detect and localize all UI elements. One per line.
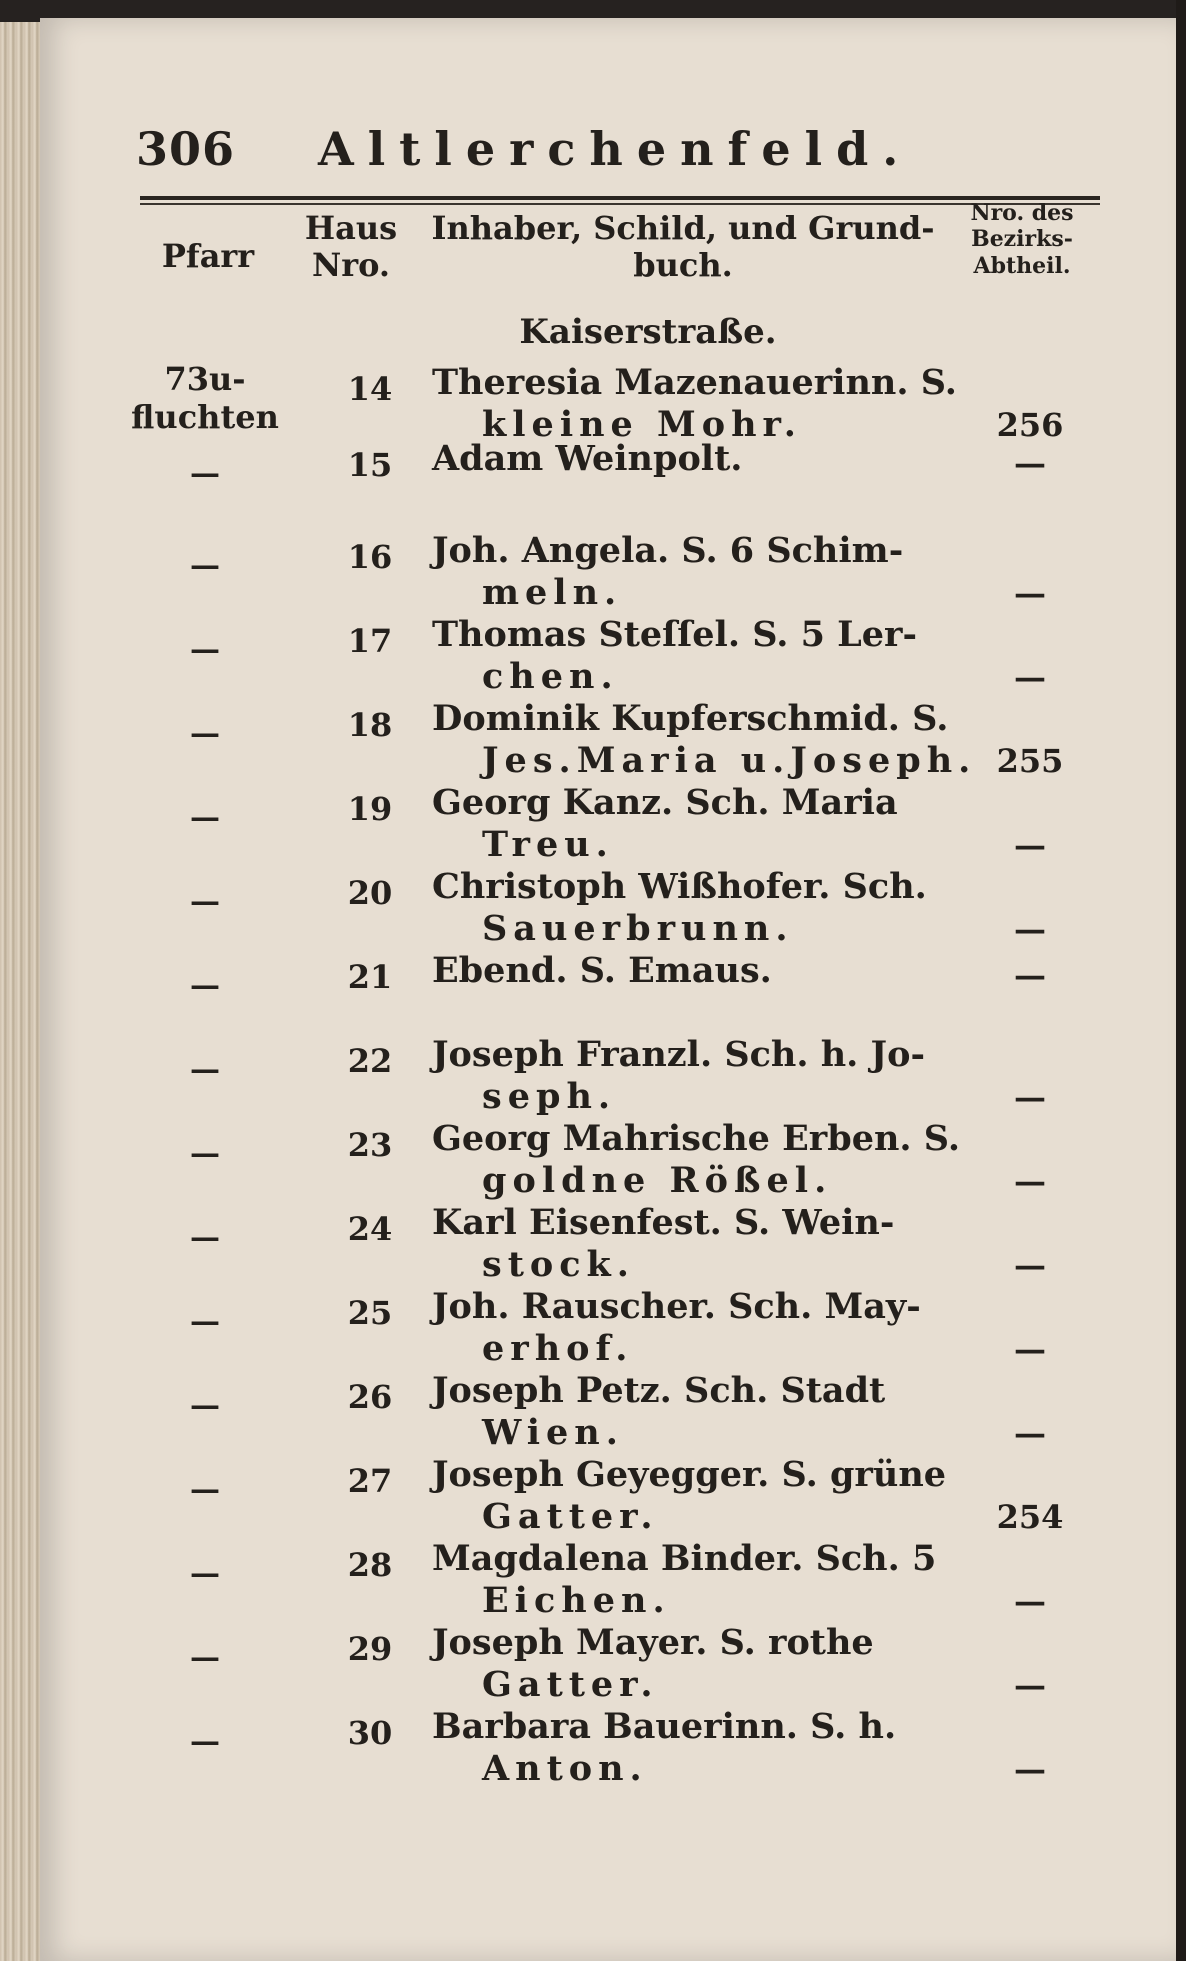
- haus-number: 20: [347, 874, 393, 912]
- schild-text: goldne Rößel.: [482, 1160, 833, 1201]
- pfarr-cell: —: [190, 548, 220, 583]
- bezirk-abtheilung: —: [1014, 1666, 1046, 1704]
- inhaber-text: Joseph Petz. Sch. Stadt: [432, 1370, 886, 1411]
- bezirk-abtheilung: 256: [996, 406, 1064, 444]
- pfarr-cell: —: [190, 1052, 220, 1087]
- haus-number: 25: [347, 1294, 393, 1332]
- haus-number: 24: [347, 1210, 393, 1248]
- pfarr-cell: —: [190, 800, 220, 835]
- haus-number: 28: [347, 1546, 393, 1584]
- schild-text: Treu.: [482, 824, 614, 865]
- inhaber-text: Thomas Steſſel. S. 5 Ler-: [432, 614, 917, 655]
- page-title: Altlerchenfeld.: [318, 122, 913, 176]
- haus-number: 29: [347, 1630, 393, 1668]
- list-item: [0, 1284, 1186, 1368]
- schild-text: Wien.: [482, 1412, 624, 1453]
- bezirk-abtheilung: 254: [996, 1498, 1064, 1536]
- pfarr-cell: —: [190, 1388, 220, 1423]
- pfarr-cell: —: [190, 456, 220, 491]
- list-item: [0, 612, 1186, 696]
- schild-text: seph.: [482, 1076, 617, 1117]
- haus-number: 15: [347, 446, 393, 484]
- column-header-pfarr: Pfarr: [161, 237, 255, 275]
- bezirk-abtheilung: —: [1014, 910, 1046, 948]
- pfarr-cell: —: [190, 716, 220, 751]
- schild-text: erhof.: [482, 1328, 634, 1369]
- inhaber-text: Adam Weinpolt.: [432, 438, 743, 479]
- schild-text: kleine Mohr.: [482, 404, 802, 445]
- list-item: [0, 864, 1186, 948]
- inhaber-text: Georg Mahrische Erben. S.: [432, 1118, 961, 1159]
- pfarr-cell: —: [190, 884, 220, 919]
- bezirk-abtheilung: —: [1014, 1582, 1046, 1620]
- inhaber-text: Georg Kanz. Sch. Maria: [432, 782, 898, 823]
- schild-text: stock.: [482, 1244, 635, 1285]
- bezirk-abtheilung: —: [1014, 1246, 1046, 1284]
- list-item: [0, 696, 1186, 780]
- list-item: [0, 528, 1186, 612]
- haus-number: 19: [347, 790, 393, 828]
- bezirk-abtheilung: —: [1014, 826, 1046, 864]
- list-item: [0, 436, 1186, 520]
- bezirk-abtheilung: —: [1014, 1414, 1046, 1452]
- bezirk-abtheilung: —: [1014, 574, 1046, 612]
- column-header-bezirk: Nro. des Bezirks- Abtheil.: [970, 200, 1074, 279]
- pfarr-cell: —: [190, 1472, 220, 1507]
- pfarr-cell: —: [190, 1640, 220, 1675]
- inhaber-text: Dominik Kupferschmid. S.: [432, 698, 949, 739]
- haus-number: 21: [347, 958, 393, 996]
- list-item: [0, 1620, 1186, 1704]
- schild-text: Gatter.: [482, 1664, 659, 1705]
- pfarr-cell: —: [190, 968, 220, 1003]
- inhaber-text: Joseph Geyegger. S. grüne: [432, 1454, 947, 1495]
- haus-number: 23: [347, 1126, 393, 1164]
- bezirk-abtheilung: —: [1014, 1162, 1046, 1200]
- list-item: [0, 1116, 1186, 1200]
- list-item: [0, 948, 1186, 1032]
- list-item: [0, 1536, 1186, 1620]
- bezirk-abtheilung: —: [1014, 658, 1046, 696]
- pfarr-cell: —: [190, 1724, 220, 1759]
- inhaber-text: Theresia Mazenauerinn. S.: [432, 362, 957, 403]
- pfarr-cell: —: [190, 1304, 220, 1339]
- haus-number: 14: [347, 370, 393, 408]
- haus-number: 22: [347, 1042, 393, 1080]
- bezirk-abtheilung: —: [1014, 1078, 1046, 1116]
- running-head: [0, 112, 1186, 182]
- column-header-inhaber: Inhaber, Schild, und Grund- buch.: [431, 209, 935, 284]
- haus-number: 26: [347, 1378, 393, 1416]
- inhaber-text: Christoph Wißhofer. Sch.: [432, 866, 927, 907]
- inhaber-text: Joseph Franzl. Sch. h. Jo-: [432, 1034, 925, 1075]
- bezirk-abtheilung: 255: [996, 742, 1064, 780]
- bezirk-abtheilung: —: [1014, 1330, 1046, 1368]
- inhaber-text: Barbara Bauerinn. S. h.: [432, 1706, 897, 1747]
- inhaber-text: Ebend. S. Emaus.: [432, 950, 772, 991]
- list-item: [0, 1368, 1186, 1452]
- schild-text: Eichen.: [482, 1580, 671, 1621]
- pfarr-cell: —: [190, 1136, 220, 1171]
- bezirk-abtheilung: —: [1014, 956, 1046, 994]
- bezirk-abtheilung: —: [1014, 1750, 1046, 1788]
- inhaber-text: Karl Eisenfest. S. Wein-: [432, 1202, 895, 1243]
- inhaber-text: Joh. Angela. S. 6 Schim-: [432, 530, 904, 571]
- pfarr-cell: 73u- fluchten: [131, 360, 279, 437]
- schild-text: Anton.: [482, 1748, 648, 1789]
- inhaber-text: Joseph Mayer. S. rothe: [432, 1622, 874, 1663]
- column-header-haus: Haus Nro.: [304, 209, 398, 284]
- schild-text: Sauerbrunn.: [482, 908, 794, 949]
- bezirk-abtheilung: —: [1014, 444, 1046, 482]
- schild-text: Gatter.: [482, 1496, 659, 1537]
- inhaber-text: Magdalena Binder. Sch. 5: [432, 1538, 937, 1579]
- list-item: [0, 1452, 1186, 1536]
- list-item: [0, 360, 1186, 444]
- haus-number: 18: [347, 706, 393, 744]
- schild-text: chen.: [482, 656, 619, 697]
- page-number: 306: [136, 122, 236, 176]
- pfarr-cell: —: [190, 1556, 220, 1591]
- schild-text: meln.: [482, 572, 623, 613]
- list-item: [0, 780, 1186, 864]
- street-heading: Kaiserstraße.: [519, 312, 777, 352]
- inhaber-text: Joh. Rauscher. Sch. May-: [432, 1286, 921, 1327]
- pfarr-cell: —: [190, 632, 220, 667]
- haus-number: 17: [347, 622, 393, 660]
- list-item: [0, 1032, 1186, 1116]
- haus-number: 30: [347, 1714, 393, 1752]
- haus-number: 16: [347, 538, 393, 576]
- list-item: [0, 1200, 1186, 1284]
- pfarr-cell: —: [190, 1220, 220, 1255]
- list-item: [0, 1704, 1186, 1788]
- schild-text: Jes.Maria u.Joseph.: [482, 740, 977, 781]
- haus-number: 27: [347, 1462, 393, 1500]
